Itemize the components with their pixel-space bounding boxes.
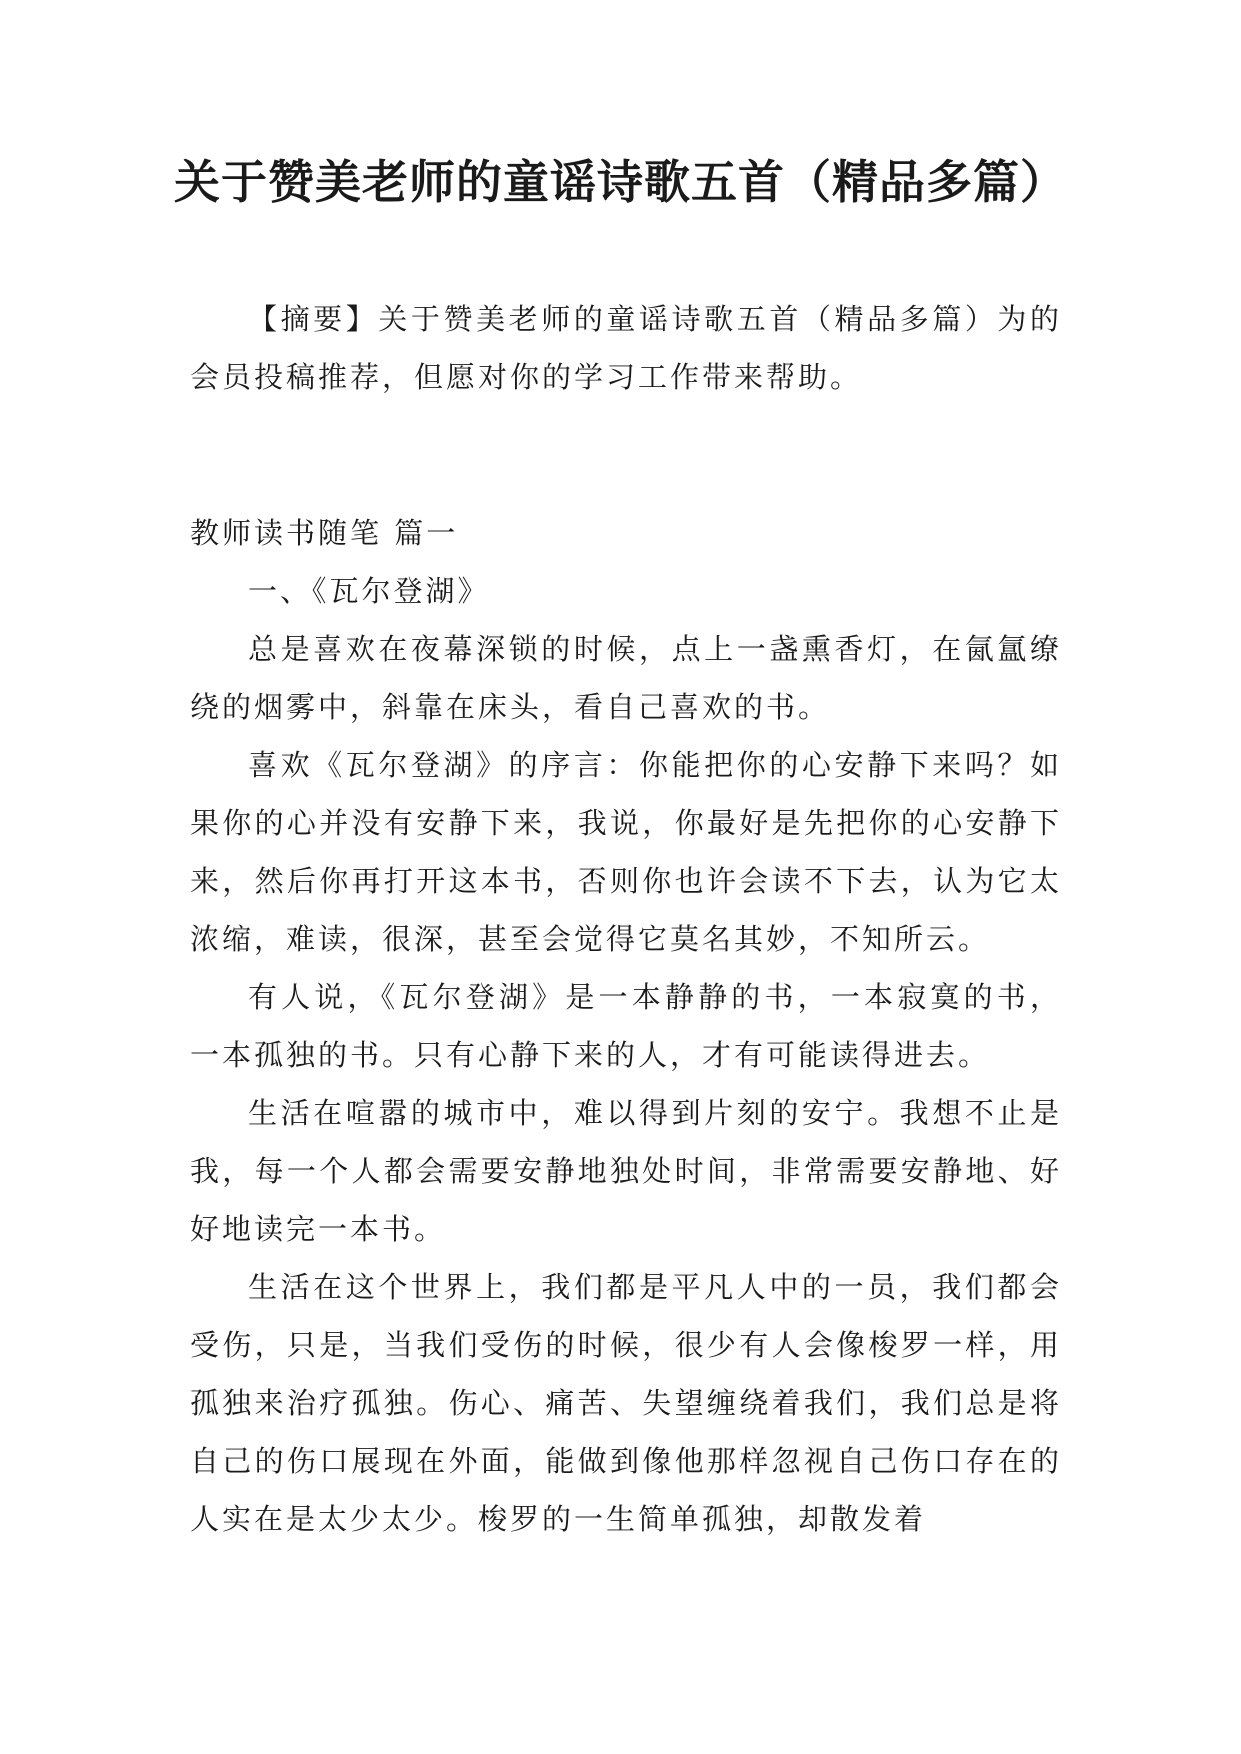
section-heading: 教师读书随笔 篇一 <box>190 516 459 550</box>
body-paragraph: 生活在这个世界上，我们都是平凡人中的一员，我们都会受伤，只是，当我们受伤的时候，很少有人会像梭罗一样，用孤独来治疗孤独。伤心、痛苦、失望缠绕着我们，我们总是将自己的伤口展现在外面，能做到像他那样忽视自己伤口存在的人实在是太少太少。梭罗的一生简单孤独，却散发着 <box>190 1270 1062 1536</box>
body-paragraph: 喜欢《瓦尔登湖》的序言：你能把你的心安静下来吗？如果你的心并没有安静下来，我说，你最好是先把你的心安静下来，然后你再打开这本书，否则你也许会读不下去，认为它太浓缩，难读，很深，甚至会觉得它莫名其妙，不知所云。 <box>190 748 1062 956</box>
body-paragraph: 生活在喧嚣的城市中，难以得到片刻的安宁。我想不止是我，每一个人都会需要安静地独处时间，非常需要安静地、好好地读完一本书。 <box>190 1096 1062 1246</box>
abstract-paragraph: 【摘要】关于赞美老师的童谣诗歌五首（精品多篇）为的会员投稿推荐，但愿对你的学习工作带来帮助。 <box>190 302 1062 394</box>
body-paragraph: 总是喜欢在夜幕深锁的时候，点上一盏熏香灯，在氤氲缭绕的烟雾中，斜靠在床头，看自己喜欢的书。 <box>190 632 1062 724</box>
subheading: 一、《瓦尔登湖》 <box>248 574 490 608</box>
document-body <box>190 290 1062 1548</box>
spacer <box>190 406 1062 504</box>
body-paragraph: 有人说，《瓦尔登湖》是一本静静的书，一本寂寞的书，一本孤独的书。只有心静下来的人，才有可能读得进去。 <box>190 980 1062 1072</box>
document-title: 关于赞美老师的童谣诗歌五首（精品多篇） <box>174 155 1067 209</box>
